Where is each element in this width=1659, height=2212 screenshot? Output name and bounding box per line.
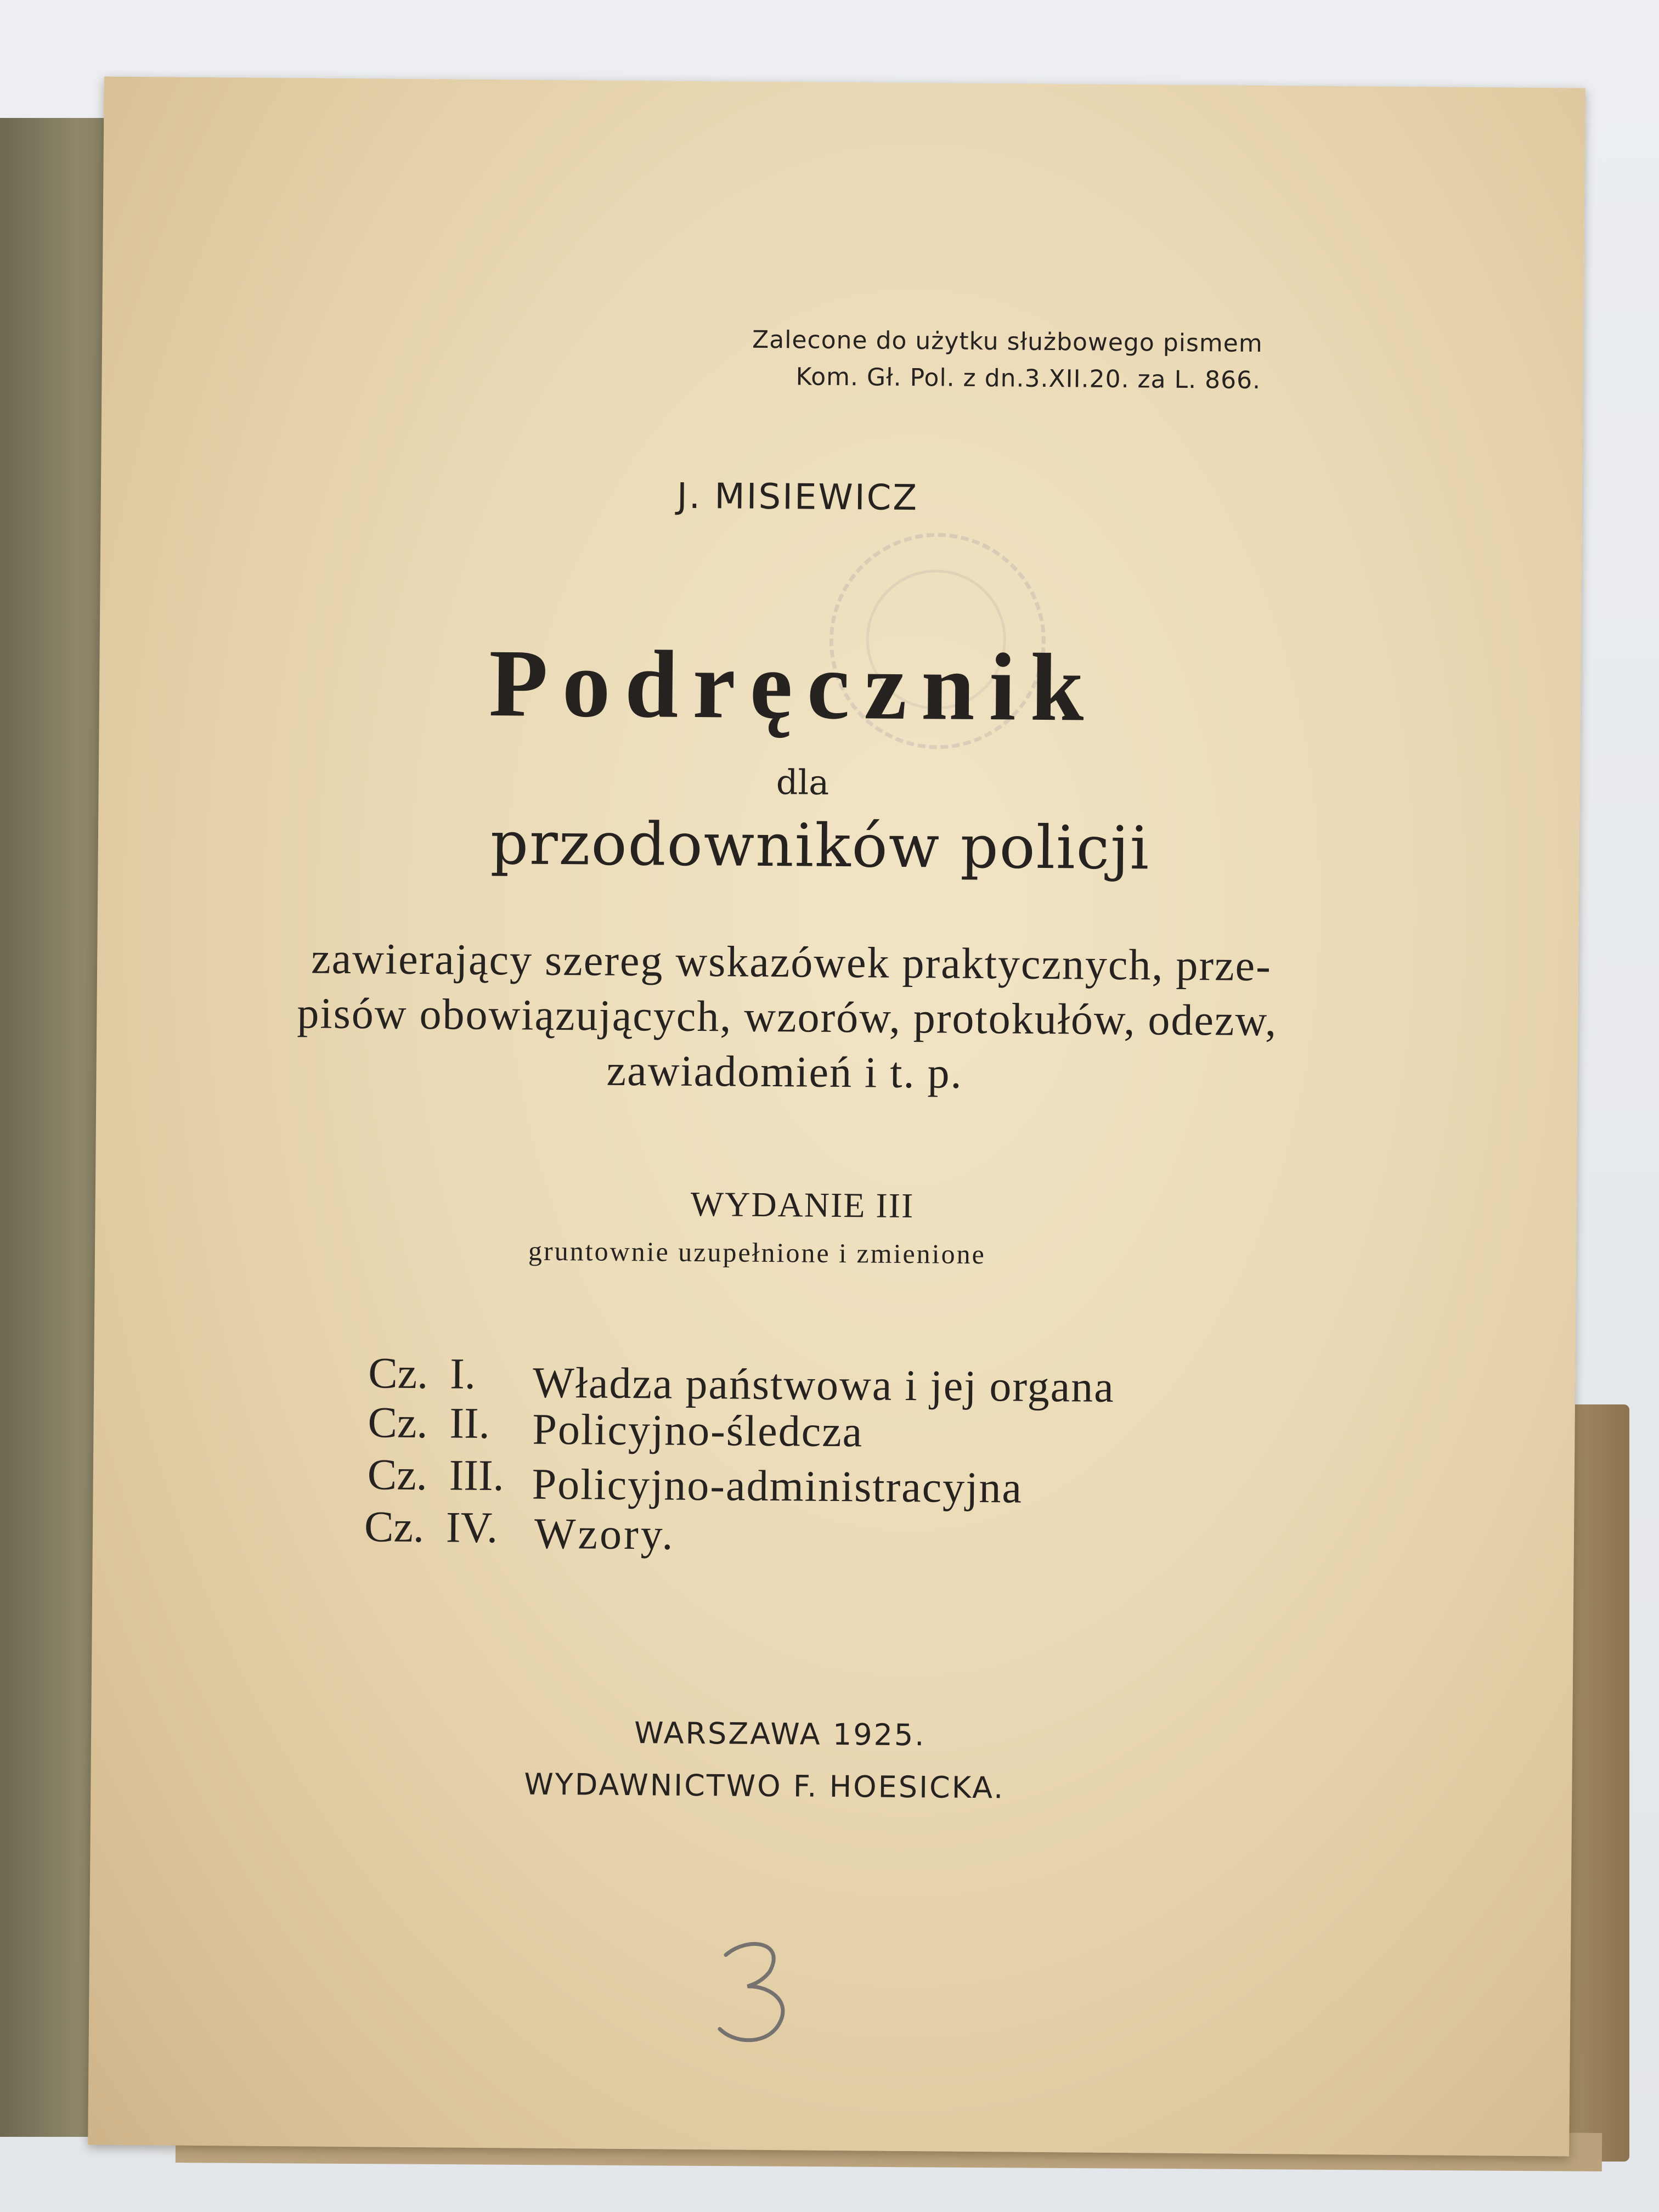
part-3-number: Cz. III. — [367, 1451, 504, 1500]
part-3-name: Policyjno-administracyjna — [532, 1460, 1023, 1513]
recommendation-line-2: Kom. Gł. Pol. z dn.3.XII.20. za L. 866. — [795, 363, 1261, 395]
title-connector: dla — [776, 762, 830, 803]
part-1-number: Cz. I. — [368, 1349, 476, 1398]
part-2-number: Cz. II. — [368, 1398, 490, 1448]
edition-note: gruntownie uzupełnione i zmienione — [528, 1235, 986, 1270]
part-4-number: Cz. IV. — [364, 1503, 498, 1553]
part-2-name: Policyjno-śledcza — [532, 1405, 864, 1457]
part-4-name: Wzory. — [534, 1509, 675, 1559]
author-name: J. MISIEWICZ — [676, 476, 919, 519]
book-subject: przodowników policji — [490, 809, 1150, 883]
handwritten-page-number — [703, 1930, 814, 2055]
description-line-1: zawierający szereg wskazówek praktycznych, prze- — [311, 934, 1272, 991]
page-stack-edge — [1569, 1404, 1629, 2162]
title-page — [88, 76, 1585, 2156]
imprint-place-year: WARSZAWA 1925. — [634, 1716, 926, 1753]
description-line-3: zawiadomień i t. p. — [606, 1046, 963, 1098]
book-title: Podręcznik — [488, 630, 1099, 742]
description-line-2: pisów obowiązujących, wzorów, protokułów, odezw, — [297, 989, 1278, 1046]
part-1-name: Władza państwowa i jej organa — [532, 1358, 1115, 1412]
imprint-publisher: WYDAWNICTWO F. HOESICKA. — [524, 1767, 1005, 1805]
edition-label: WYDANIE III — [690, 1184, 915, 1226]
recommendation-line-1: Zalecone do użytku służbowego pismem — [752, 325, 1263, 358]
pencil-3-icon — [703, 1930, 814, 2052]
